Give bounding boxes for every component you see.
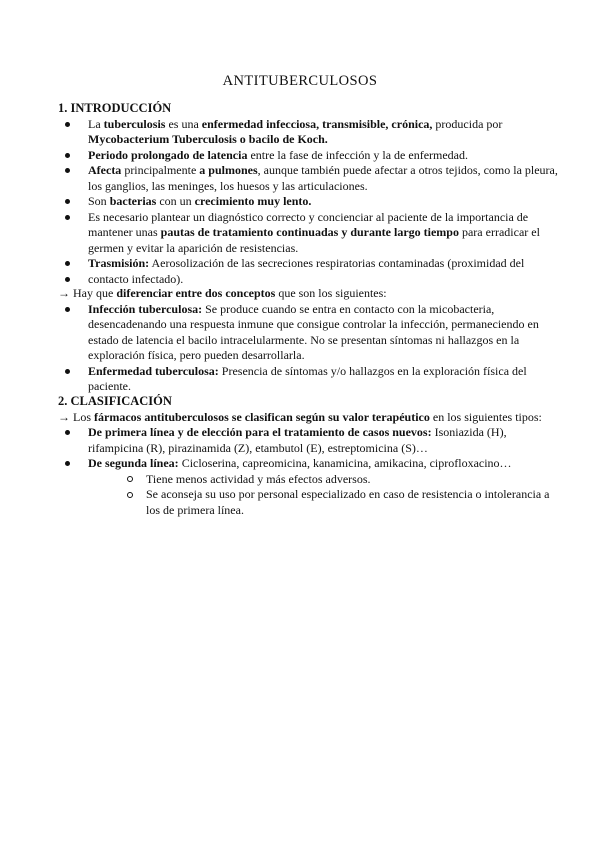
intro-bullet-list — [58, 117, 558, 288]
list-item: Periodo prolongado de latencia entre la fase de infección y la de enfermedad. — [58, 148, 558, 164]
list-item: La tuberculosis es una enfermedad infecciosa, transmisible, crónica, producida por Mycobacterium Tuberculosis o bacilo de Koch. — [58, 117, 558, 148]
section-clasificacion — [58, 394, 558, 518]
section-heading: 2. CLASIFICACIÓN — [58, 394, 172, 408]
arrow-icon: → — [58, 409, 70, 424]
list-item: Afecta principalmente a pulmones, aunque también puede afectar a otros tejidos, como la pleura, los ganglios, las meninges, los huesos y las articulaciones. — [58, 163, 558, 194]
sub-list-item: Tiene menos actividad y más efectos adversos. — [88, 472, 558, 488]
document-title: ANTITUBERCULOSOS — [222, 73, 378, 89]
classification-intro-line: → Los fármacos antituberculosos se clasifican según su valor terapéutico en los siguientes tipos: — [58, 409, 542, 424]
section-conceptos — [58, 286, 558, 395]
list-item: Es necesario plantear un diagnóstico correcto y concienciar al paciente de la importancia de mantener unas pautas de tratamiento continuadas y durante largo tiempo para erradicar el germen y evitar la aparición de resistencias. — [58, 210, 558, 257]
arrow-icon: → — [58, 286, 70, 300]
section-heading: 1. INTRODUCCIÓN — [58, 101, 172, 115]
sub-list-item: Se aconseja su uso por personal especializado en caso de resistencia o intolerancia a los de primera línea. — [88, 487, 558, 518]
section-introduccion — [58, 101, 558, 287]
list-item: contacto infectado). — [58, 272, 558, 288]
list-item: Enfermedad tuberculosa: Presencia de síntomas y/o hallazgos en la exploración física del paciente. — [58, 364, 558, 395]
concepts-intro-line: → Hay que diferenciar entre dos conceptos que son los siguientes: — [58, 286, 387, 300]
list-item: De primera línea y de elección para el tratamiento de casos nuevos: Isoniazida (H), rifampicina (R), pirazinamida (Z), etambutol (E), estreptomicina (S)… — [58, 425, 558, 456]
list-item: Son bacterias con un crecimiento muy lento. — [58, 194, 558, 210]
second-line-sub-list — [88, 472, 558, 519]
concepts-bullet-list — [58, 302, 558, 395]
list-item: De segunda línea: Cicloserina, capreomicina, kanamicina, amikacina, ciprofloxacino… Tiene menos actividad y más efectos adversos. Se aconseja su uso por personal especializado en caso de resistencia o intolerancia a los de primera línea. — [58, 456, 558, 518]
list-item: Trasmisión: Aerosolización de las secreciones respiratorias contaminadas (proximidad del — [58, 256, 558, 272]
list-item: Infección tuberculosa: Se produce cuando se entra en contacto con la micobacteria, desencadenando una respuesta inmune que consigue controlar la infección, permaneciendo en estado de latencia el bacilo intracelularmente. No se presentan síntomas ni hallazgos en la exploración física, pero pueden desarrollarla. — [58, 302, 558, 364]
classification-bullet-list — [58, 425, 558, 518]
